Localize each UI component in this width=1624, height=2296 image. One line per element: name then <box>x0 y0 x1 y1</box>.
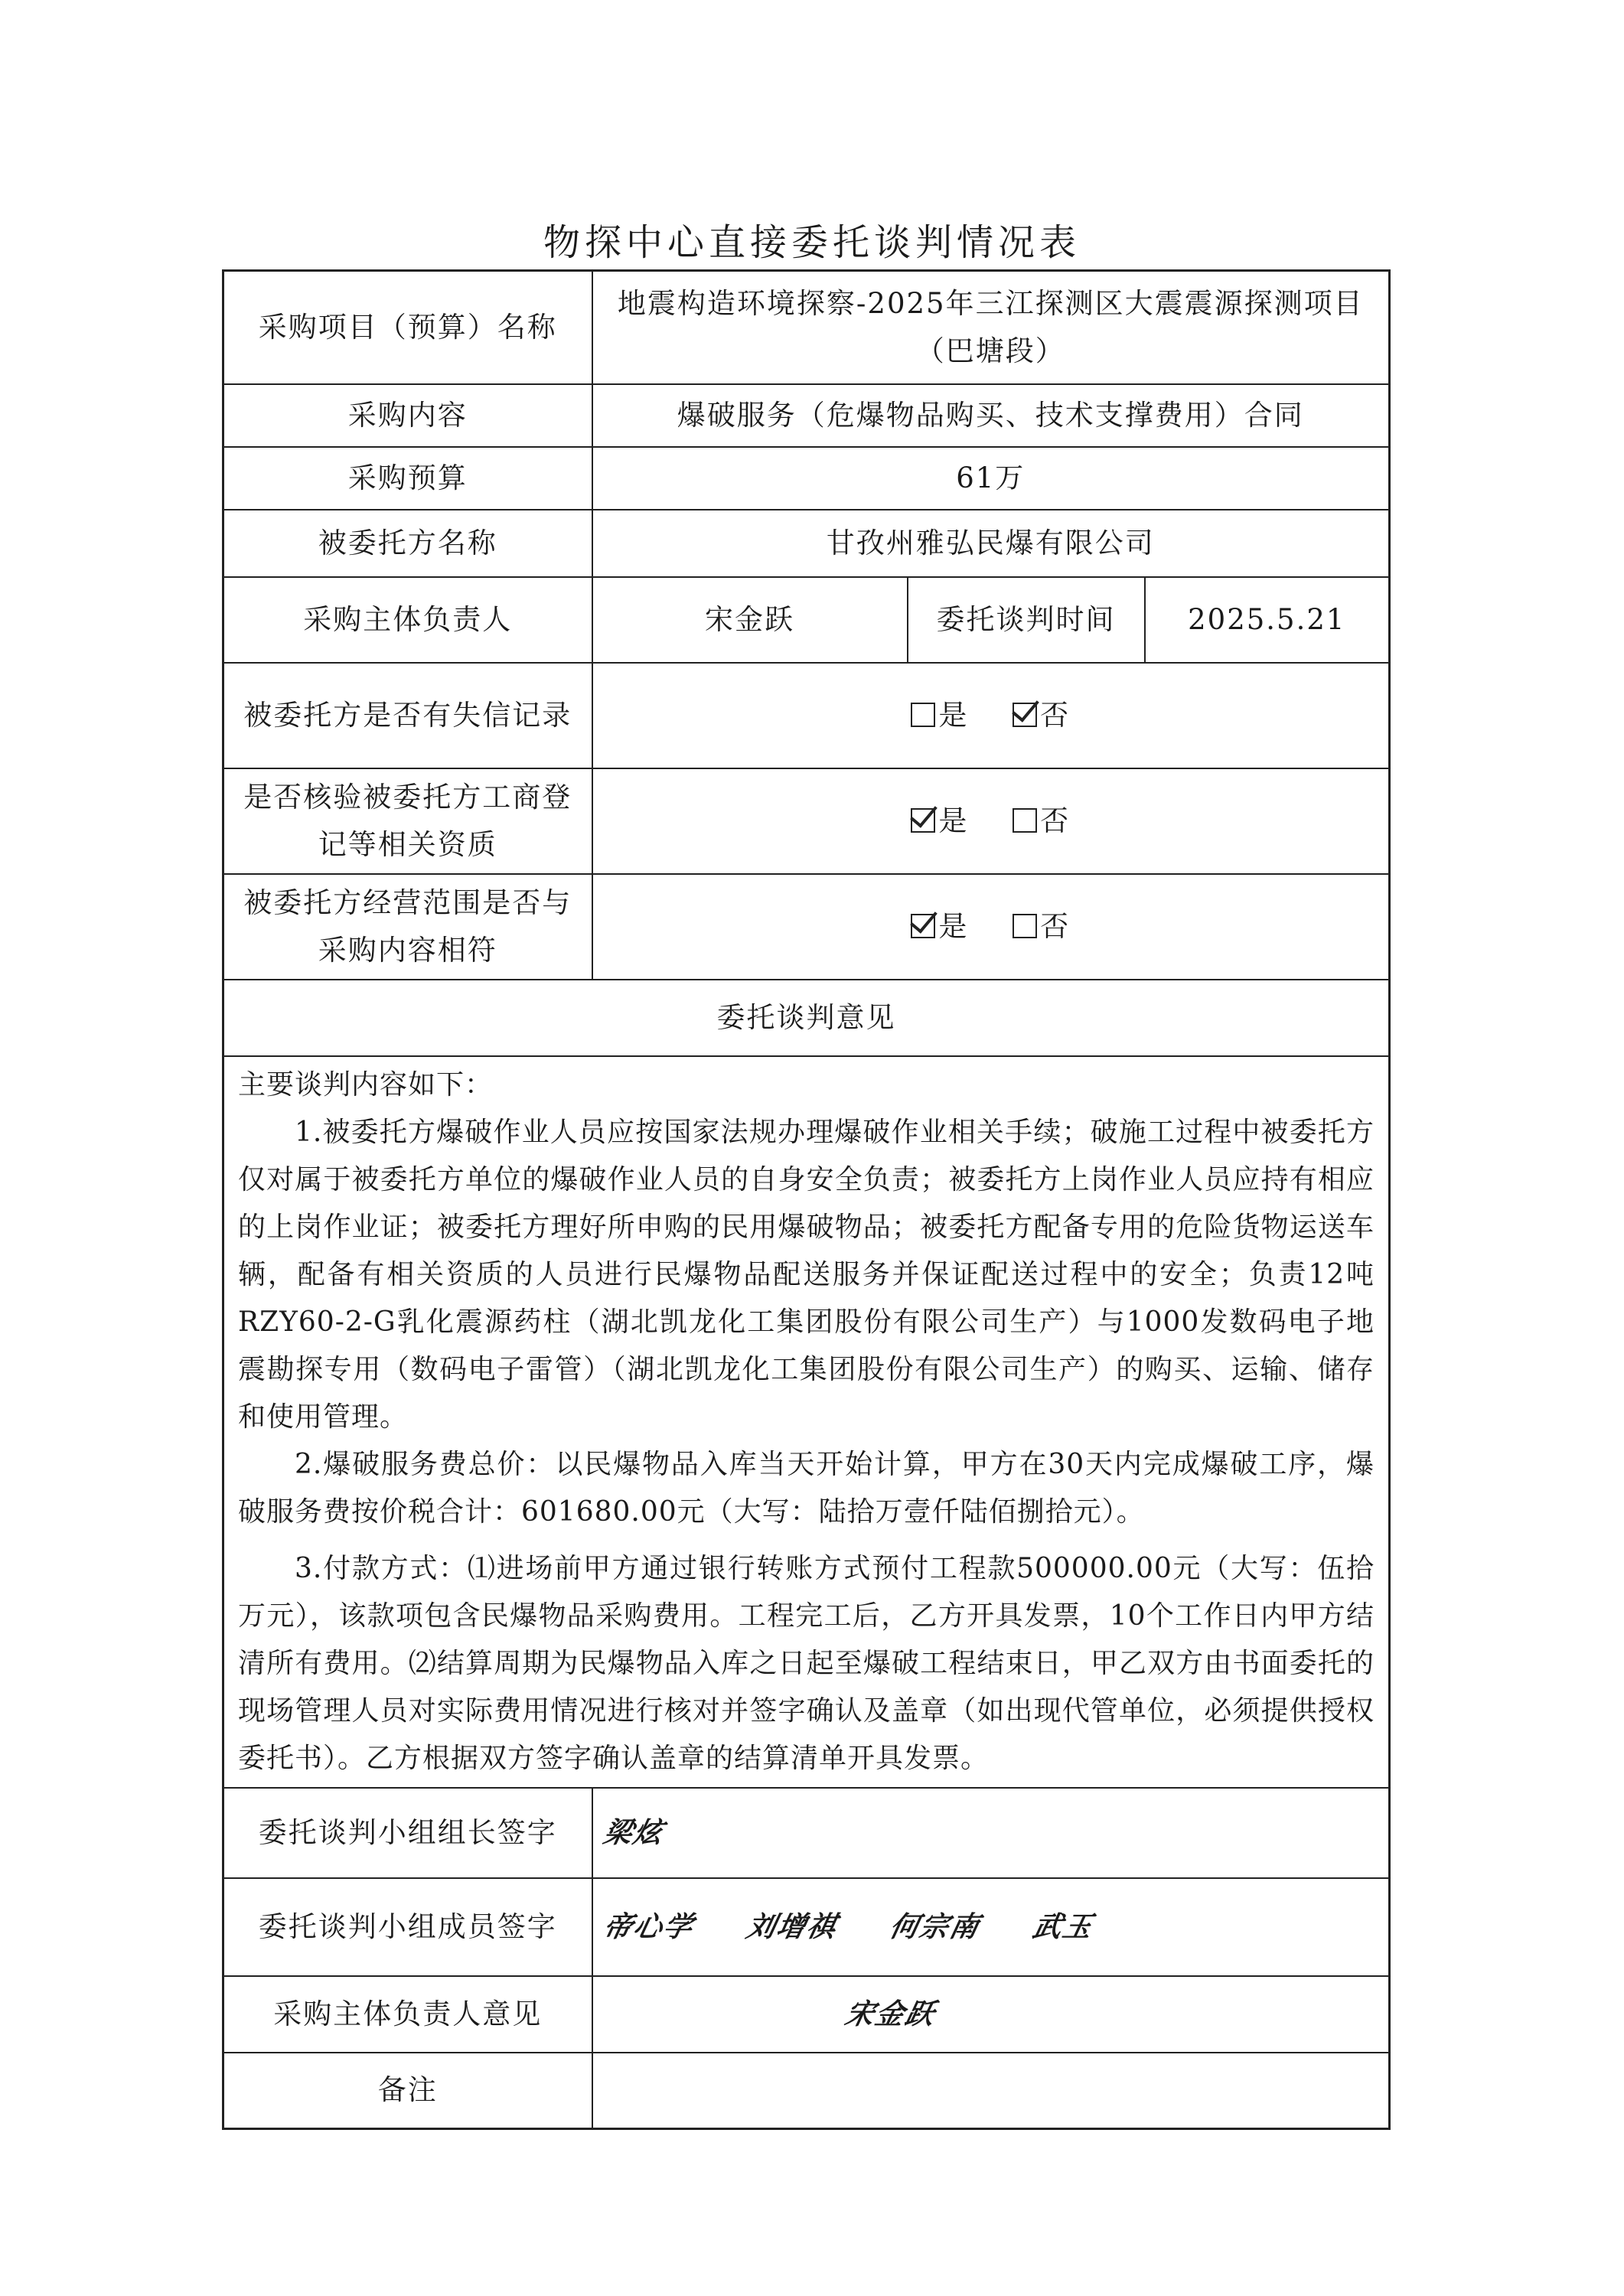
q3-options <box>592 874 1390 980</box>
q3-no-checkbox[interactable] <box>1013 914 1037 938</box>
q1-no-label: 否 <box>1040 698 1071 732</box>
row-remark <box>223 2053 1390 2129</box>
row-leader-signature <box>223 1788 1390 1878</box>
row-budget <box>223 447 1390 510</box>
page-title: 物探中心直接委托谈判情况表 <box>543 221 1081 264</box>
q3-yes-label: 是 <box>938 909 969 943</box>
row-principal-opinion <box>223 1976 1390 2053</box>
row-entrusted <box>223 510 1390 577</box>
opinion-paragraph-2: 2.爆破服务费总价：以民爆物品入库当天开始计算，甲方在30天内完成爆破工序，爆破服务费按价税合计：601680.00元（大写：陆拾万壹仟陆佰捌拾元）。 <box>238 1448 1375 1528</box>
row-opinion-body <box>223 1056 1390 1788</box>
q2-no-checkbox[interactable] <box>1013 808 1037 833</box>
leader-label: 委托谈判小组组长签字 <box>223 1788 592 1878</box>
opinion-intro: 主要谈判内容如下： <box>238 1068 494 1101</box>
q2-no-label: 否 <box>1040 804 1071 837</box>
entrusted-label: 被委托方名称 <box>223 510 592 577</box>
row-q1 <box>223 663 1390 768</box>
members-signature <box>592 1878 1390 1976</box>
entrusted-value: 甘孜州雅弘民爆有限公司 <box>592 510 1390 577</box>
content-label: 采购内容 <box>223 384 592 447</box>
project-value: 地震构造环境探察-2025年三江探测区大震震源探测项目（巴塘段） <box>592 271 1390 384</box>
project-label: 采购项目（预算）名称 <box>223 271 592 384</box>
row-opinion-heading <box>223 980 1390 1056</box>
row-q2 <box>223 768 1390 874</box>
opinion-paragraph-3: 3.付款方式：⑴进场前甲方通过银行转账方式预付工程款500000.00元（大写：伍拾万元），该款项包含民爆物品采购费用。工程完工后，乙方开具发票，10个工作日内甲方结清所有费用。⑵结算周期为民爆物品入库之日起至爆破工程结束日，甲乙双方由书面委托的现场管理人员对实际费用情况进行核对并签字确认及盖章（如出现代管单位，必须提供授权委托书）。乙方根据双方签字确认盖章的结算清单开具发票。 <box>238 1552 1375 1774</box>
budget-value: 61万 <box>592 447 1390 510</box>
q2-yes-label: 是 <box>938 804 969 837</box>
q3-yes-checkbox[interactable] <box>911 914 935 938</box>
row-content <box>223 384 1390 447</box>
time-label: 委托谈判时间 <box>908 577 1145 663</box>
content-value: 爆破服务（危爆物品购买、技术支撑费用）合同 <box>592 384 1390 447</box>
member-signature: 帝心学 <box>600 1910 697 1943</box>
budget-label: 采购预算 <box>223 447 592 510</box>
principal-label: 采购主体负责人 <box>223 577 592 663</box>
remark-label: 备注 <box>223 2053 592 2129</box>
negotiation-form <box>222 269 1391 2130</box>
members-label: 委托谈判小组成员签字 <box>223 1878 592 1976</box>
opinion-paragraph-1: 1.被委托方爆破作业人员应按国家法规办理爆破作业相关手续；破施工过程中被委托方仅对属于被委托方单位的爆破作业人员的自身安全负责；被委托方上岗作业人员应持有相应的上岗作业证；被委托方理好所申购的民用爆破物品；被委托方配备专用的危险货物运送车辆，配备有相关资质的人员进行民爆物品配送服务并保证配送过程中的安全；负责12吨RZY60-2-G乳化震源药柱（湖北凯龙化工集团股份有限公司生产）与1000发数码电子地震勘探专用（数码电子雷管）（湖北凯龙化工集团股份有限公司生产）的购买、运输、储存和使用管理。 <box>238 1116 1375 1433</box>
q3-label: 被委托方经营范围是否与采购内容相符 <box>223 874 592 980</box>
leader-signature <box>592 1788 1390 1878</box>
q1-no-checkbox[interactable] <box>1013 703 1037 727</box>
principal-opinion-label: 采购主体负责人意见 <box>223 1976 592 2053</box>
member-signature: 刘增祺 <box>743 1910 840 1943</box>
q3-no-label: 否 <box>1040 909 1071 943</box>
q1-options <box>592 663 1390 768</box>
leader-signature-text: 梁炫 <box>600 1815 667 1849</box>
q2-yes-checkbox[interactable] <box>911 808 935 833</box>
remark-value[interactable] <box>592 2053 1390 2129</box>
q2-label: 是否核验被委托方工商登记等相关资质 <box>223 768 592 874</box>
q1-label: 被委托方是否有失信记录 <box>223 663 592 768</box>
q1-yes-label: 是 <box>938 698 969 732</box>
principal-signature <box>592 1976 1390 2053</box>
q2-options <box>592 768 1390 874</box>
opinion-heading: 委托谈判意见 <box>223 980 1390 1056</box>
row-q3 <box>223 874 1390 980</box>
row-project <box>223 271 1390 384</box>
time-value: 2025.5.21 <box>1145 577 1390 663</box>
opinion-body <box>223 1056 1390 1788</box>
q1-yes-checkbox[interactable] <box>911 703 935 727</box>
row-members-signature <box>223 1878 1390 1976</box>
member-signature: 何宗南 <box>886 1910 983 1943</box>
row-principal <box>223 577 1390 663</box>
principal-value: 宋金跃 <box>592 577 908 663</box>
member-signature: 武玉 <box>1029 1910 1097 1943</box>
principal-signature-text: 宋金跃 <box>842 1997 939 2030</box>
